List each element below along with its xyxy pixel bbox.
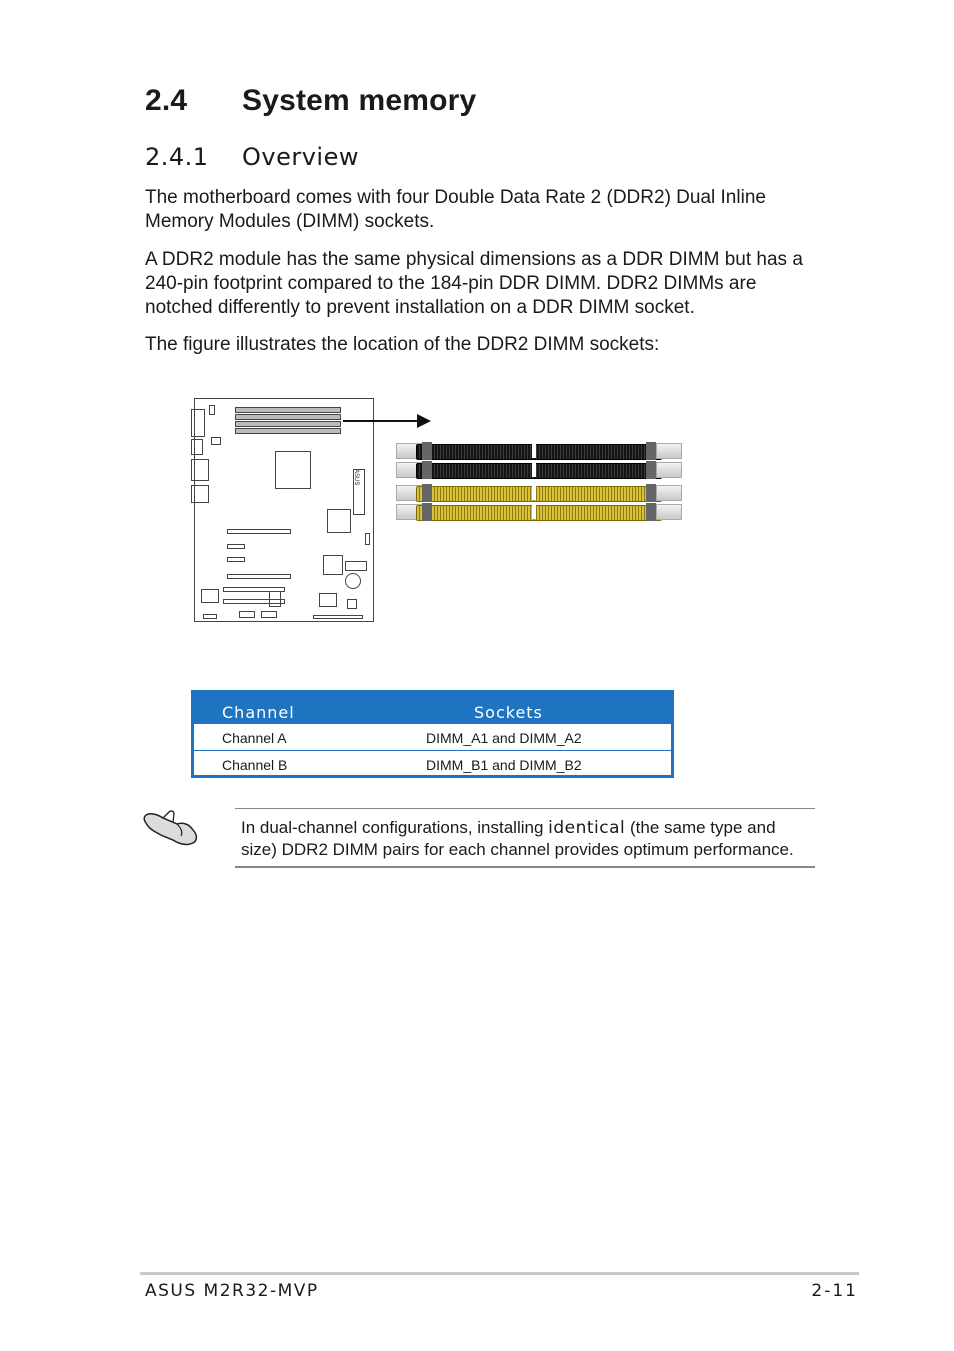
paragraph-ddr2: A DDR2 module has the same physical dimensions as a DDR DIMM but has a 240-pin footprint compared to the 184-pin DDR DIMM. DDR2 DIMMs are notched differently to prevent installation on a DDR DIMM socket. [145,249,803,318]
board-io-connector [191,439,203,455]
board-io-connector [191,485,209,503]
section-heading [145,84,476,118]
board-header [203,614,217,619]
dimm-socket-black [396,461,682,479]
table-cell-channel: Channel A [222,730,287,746]
board-dimm-slot [235,407,341,413]
footer-rule [140,1272,859,1275]
footer-product-name: ASUS M2R32-MVP [145,1281,319,1301]
table-header [194,693,671,724]
board-chip [319,593,337,607]
motherboard-layout-diagram [194,398,374,622]
channel-socket-table [191,690,674,778]
note-top-rule [235,808,815,809]
dimm-socket-yellow [396,484,682,502]
subsection-title: Overview [242,143,359,171]
pointer-arrow-line [343,420,421,422]
dimm-socket-black [396,442,682,460]
board-io-connector [209,405,215,415]
note-keyword: identical [548,818,626,838]
dimm-socket-yellow [396,503,682,521]
board-dimm-slot [235,421,341,427]
board-header [313,615,363,619]
board-battery [345,573,361,589]
table-header-sockets: Sockets [474,703,543,722]
board-dimm-slot [235,414,341,420]
table-row [194,724,671,751]
subsection-heading [145,143,359,171]
hand-pointing-icon [143,806,201,846]
note-text-before: In dual-channel configurations, installing [241,818,549,837]
board-cpu-socket [275,451,311,489]
board-chip [269,591,281,607]
board-northbridge [327,509,351,533]
note-text [241,817,816,860]
paragraph-intro: The motherboard comes with four Double Data Rate 2 (DDR2) Dual Inline Memory Modules (DIMM) sockets. [145,187,766,232]
note-bottom-rule [235,866,815,868]
table-header-channel: Channel [222,703,295,722]
board-chip [347,599,357,609]
section-number: 2.4 [145,84,188,117]
board-pci-slot [227,544,245,549]
board-chip: ASUS [353,469,359,486]
table-cell-sockets: DIMM_A1 and DIMM_A2 [426,730,582,746]
note-text-after: (the same type and size) DDR2 DIMM pairs for each channel provides optimum performance. [241,818,794,859]
board-io-connector [191,459,209,481]
pointer-arrow-head [417,414,431,428]
board-header [239,611,255,618]
footer-page-number: 2-11 [811,1281,858,1301]
board-southbridge [323,555,343,575]
board-header [365,533,370,545]
board-pcie-slot [227,574,291,579]
subsection-number: 2.4.1 [145,143,209,171]
board-dimm-slot [235,428,341,434]
table-cell-sockets: DIMM_B1 and DIMM_B2 [426,757,582,773]
board-sata-connector [345,561,367,571]
board-header [261,611,277,618]
board-io-connector [191,409,205,437]
table-cell-channel: Channel B [222,757,288,773]
paragraph-figure-caption: The figure illustrates the location of the DDR2 DIMM sockets: [145,334,660,355]
board-chip [201,589,219,603]
board-io-connector [211,437,221,445]
section-title: System memory [242,84,477,117]
table-row [194,751,671,777]
board-pci-slot [227,557,245,562]
board-pcie-slot [227,529,291,534]
